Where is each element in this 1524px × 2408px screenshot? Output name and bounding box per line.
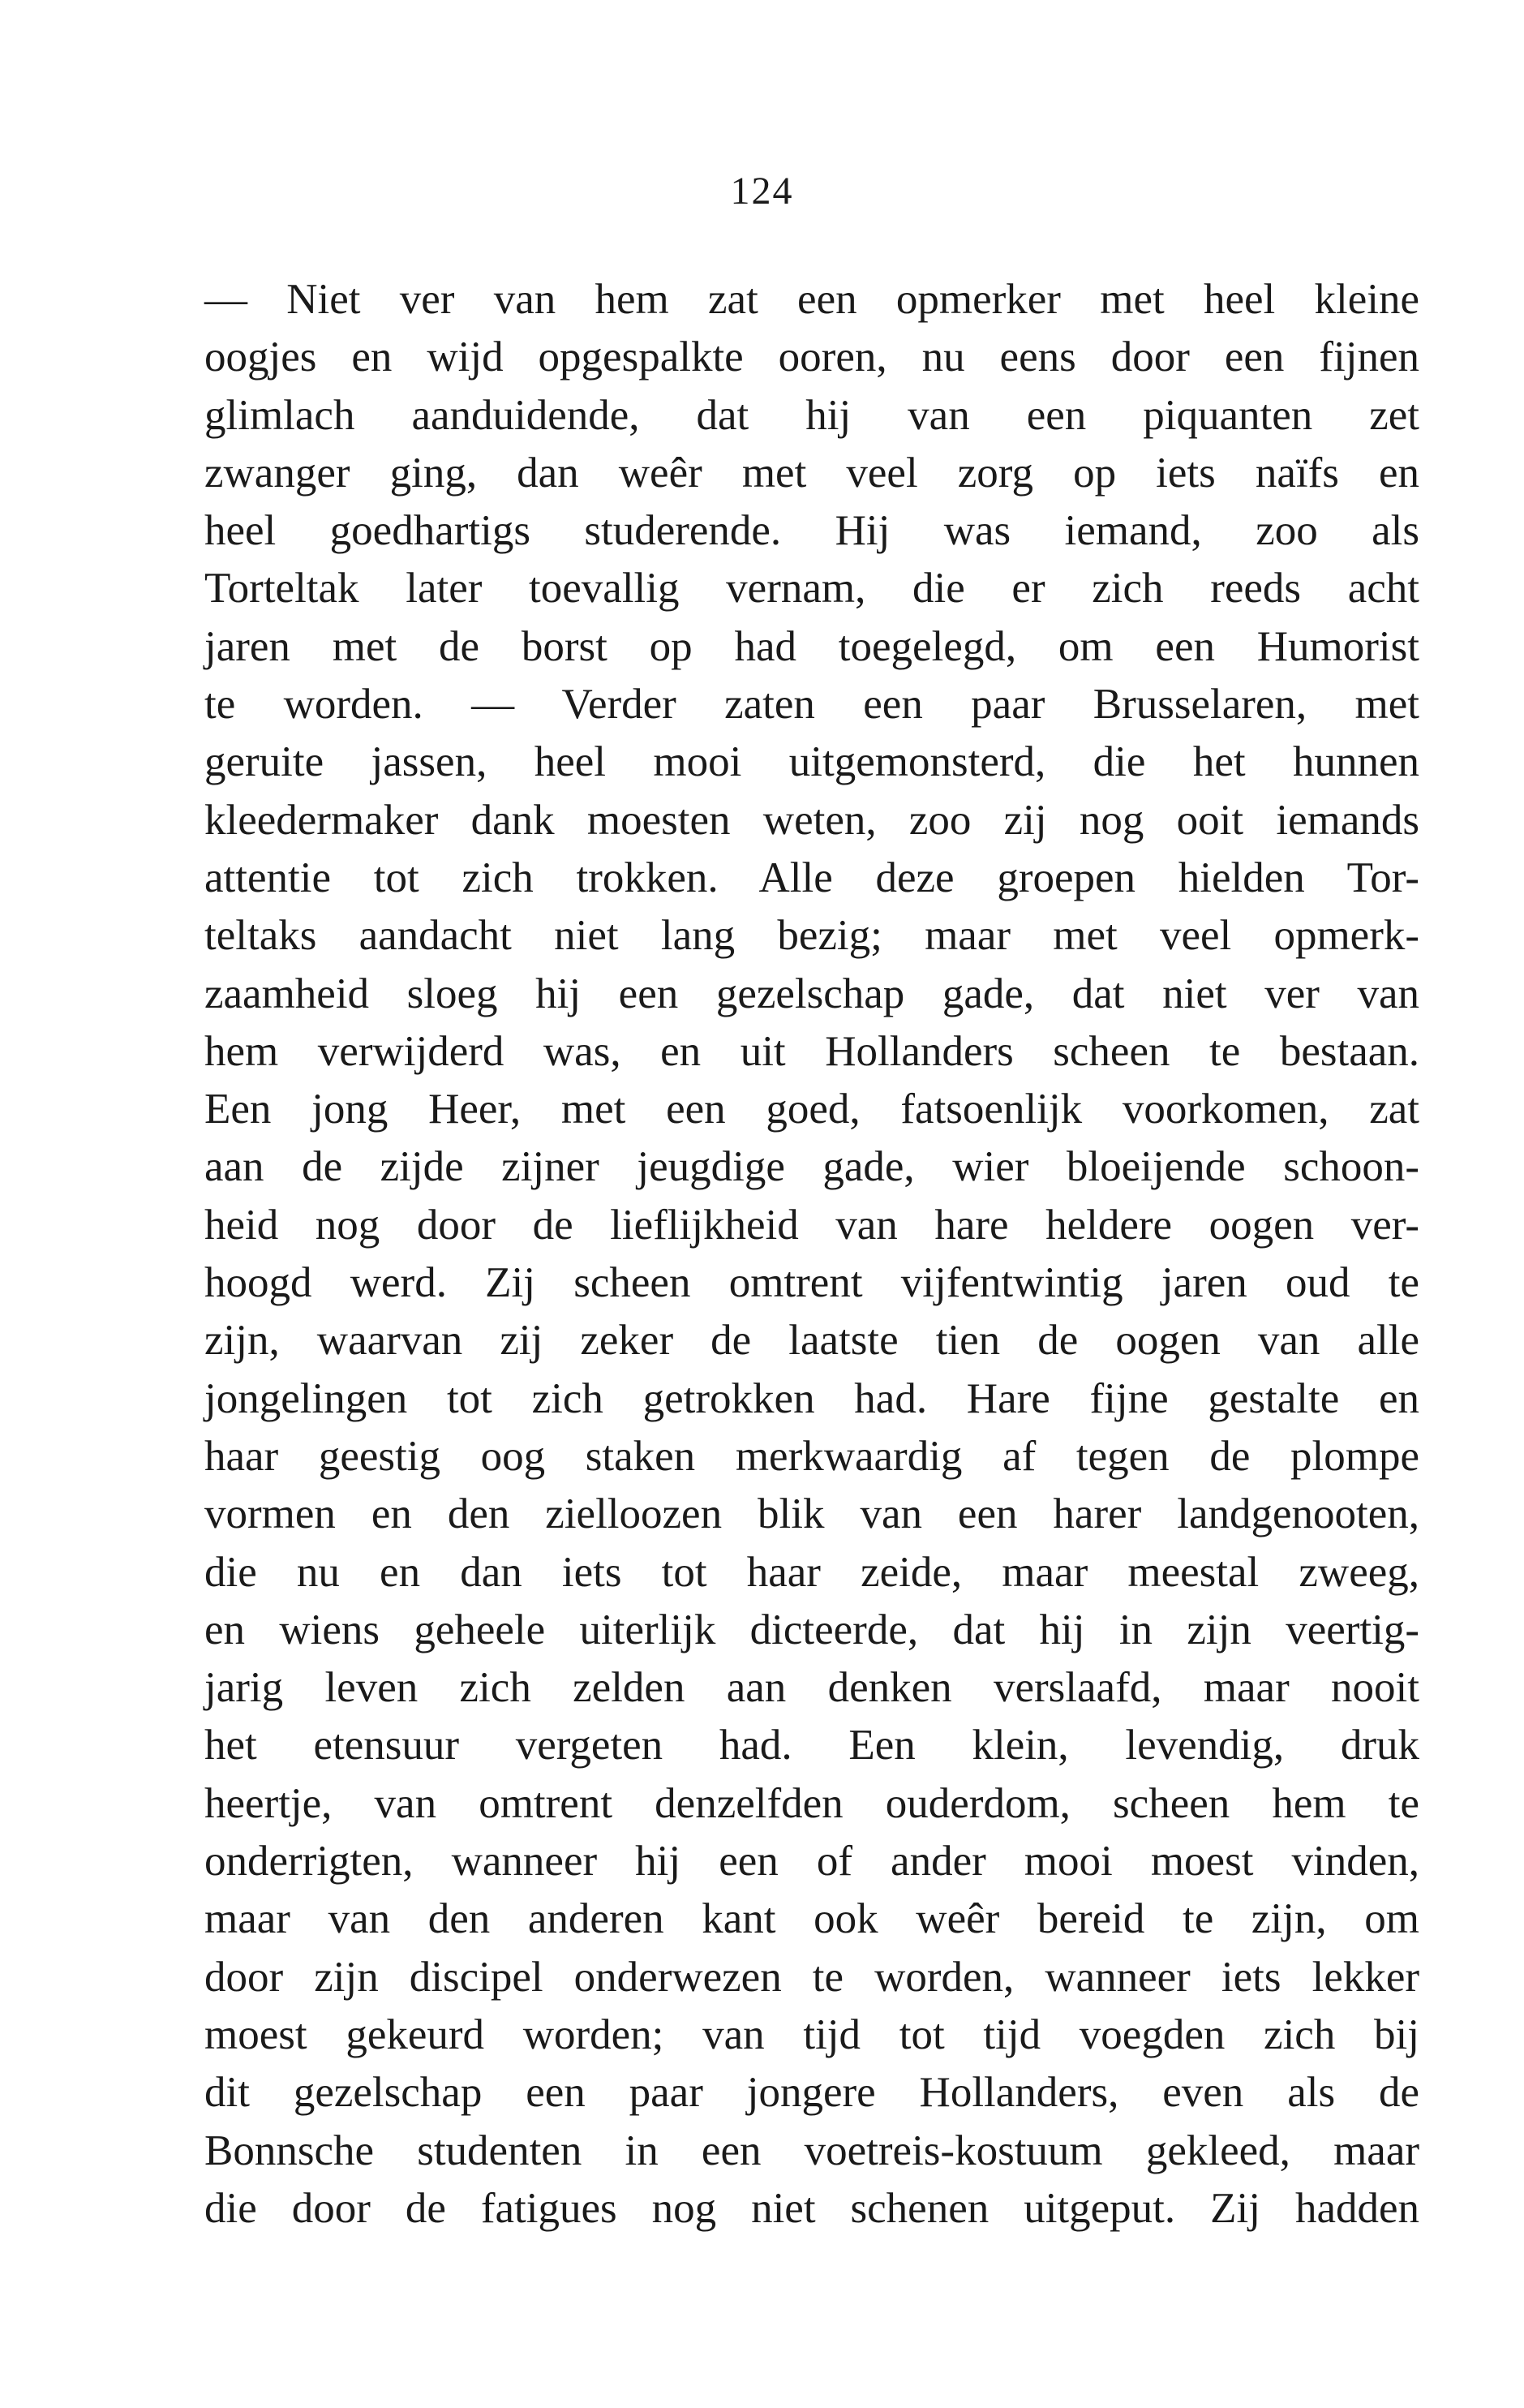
text-line: zwanger ging, dan weêr met veel zorg op iets naïfs en: [204, 449, 1419, 497]
text-line: hoogd werd. Zij scheen omtrent vijfentwintig jaren oud te: [204, 1259, 1419, 1307]
text-line: zaamheid sloeg hij een gezelschap gade, dat niet ver van: [204, 970, 1419, 1017]
text-line: geruite jassen, heel mooi uitgemonsterd, die het hunnen: [204, 738, 1419, 786]
text-line: maar van den anderen kant ook weêr bereid te zijn, om: [204, 1895, 1419, 1943]
text-line: — Niet ver van hem zat een opmerker met heel kleine: [204, 276, 1419, 323]
text-line: te worden. — Verder zaten een paar Brusselaren, met: [204, 681, 1419, 729]
text-line: kleedermaker dank moesten weten, zoo zij nog ooit iemands: [204, 796, 1419, 844]
text-line: jaren met de borst op had toegelegd, om een Humorist: [204, 622, 1419, 670]
text-line: heel goedhartigs studerende. Hij was iemand, zoo als: [204, 507, 1419, 555]
text-line: door zijn discipel onderwezen te worden, wanneer iets lekker: [204, 1953, 1419, 2001]
text-line: onderrigten, wanneer hij een of ander mooi moest vinden,: [204, 1838, 1419, 1886]
text-line: Een jong Heer, met een goed, fatsoenlijk voorkomen, zat: [204, 1086, 1419, 1133]
text-line: teltaks aandacht niet lang bezig; maar met veel opmerk-: [204, 912, 1419, 960]
text-line: Bonnsche studenten in een voetreis-kostuum gekleed, maar: [204, 2126, 1419, 2174]
text-line: haar geestig oog staken merkwaardig af tegen de plompe: [204, 1432, 1419, 1480]
text-line: en wiens geheele uiterlijk dicteerde, dat hij in zijn veertig-: [204, 1606, 1419, 1653]
text-line: heid nog door de lieflijkheid van hare heldere oogen ver-: [204, 1201, 1419, 1249]
text-line: jarig leven zich zelden aan denken verslaafd, maar nooit: [204, 1664, 1419, 1712]
text-line: dit gezelschap een paar jongere Hollanders, even als de: [204, 2069, 1419, 2117]
text-line: die nu en dan iets tot haar zeide, maar meestal zweeg,: [204, 1548, 1419, 1596]
text-line: Torteltak later toevallig vernam, die er zich reeds acht: [204, 565, 1419, 613]
text-line: heertje, van omtrent denzelfden ouderdom, scheen hem te: [204, 1779, 1419, 1827]
text-line: moest gekeurd worden; van tijd tot tijd voegden zich bij: [204, 2010, 1419, 2058]
text-line: jongelingen tot zich getrokken had. Hare fijne gestalte en: [204, 1374, 1419, 1422]
page-number: 124: [730, 170, 794, 213]
text-line: glimlach aanduidende, dat hij van een piquanten zet: [204, 391, 1419, 439]
text-line: die door de fatigues nog niet schenen uitgeput. Zij hadden: [204, 2184, 1419, 2232]
body-text: [204, 271, 1419, 2238]
text-line: oogjes en wijd opgespalkte ooren, nu eens door een fijnen: [204, 333, 1419, 381]
text-line: aan de zijde zijner jeugdige gade, wier bloeijende schoon-: [204, 1143, 1419, 1191]
text-line: het etensuur vergeten had. Een klein, levendig, druk: [204, 1722, 1419, 1769]
text-line: attentie tot zich trokken. Alle deze groepen hielden Tor-: [204, 854, 1419, 901]
text-line: zijn, waarvan zij zeker de laatste tien de oogen van alle: [204, 1317, 1419, 1365]
text-line: vormen en den zielloozen blik van een harer landgenooten,: [204, 1490, 1419, 1538]
text-line: hem verwijderd was, en uit Hollanders scheen te bestaan.: [204, 1027, 1419, 1075]
